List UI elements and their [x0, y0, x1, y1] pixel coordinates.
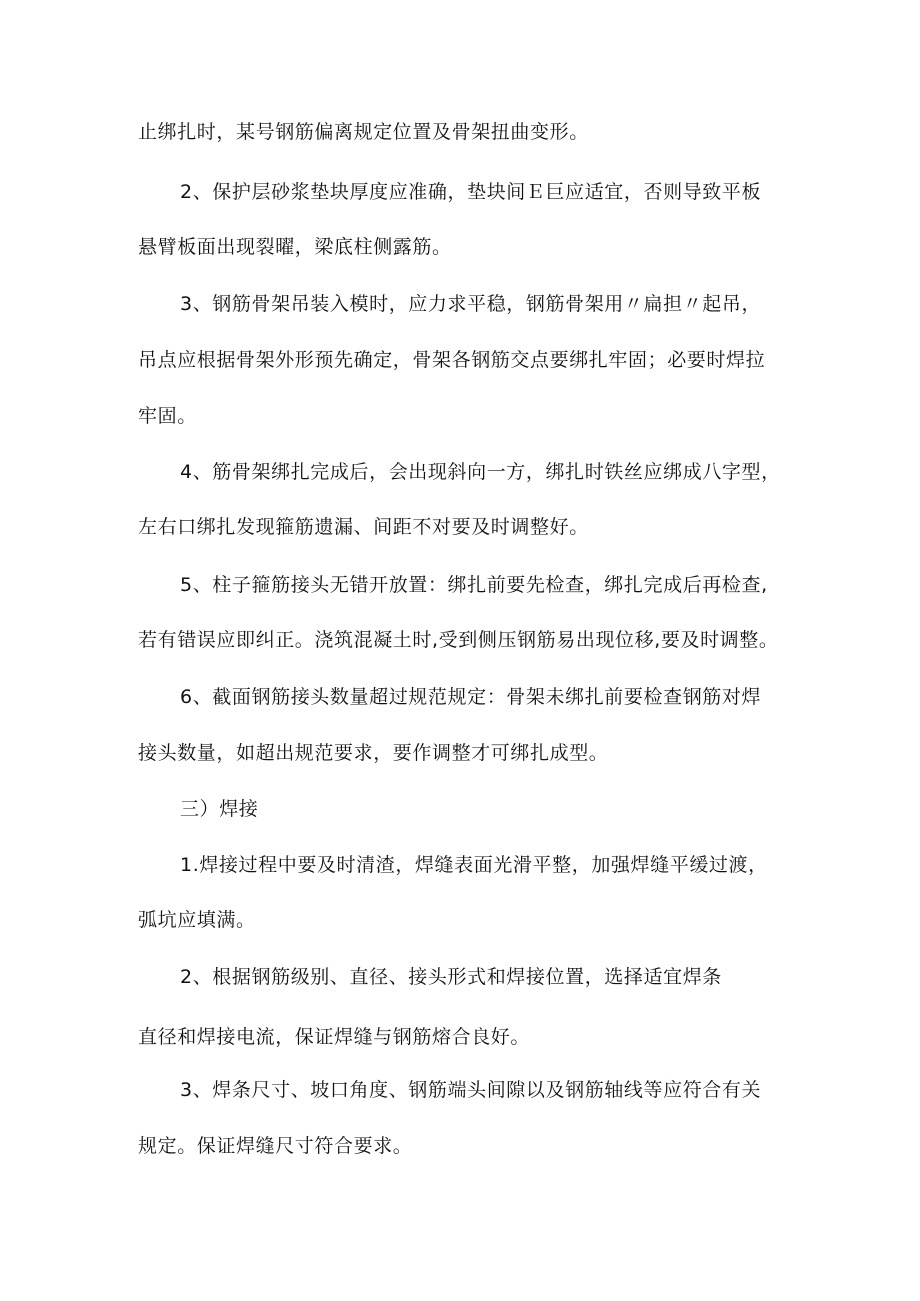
- text-line-2: 2、保护层砂浆垫块厚度应准确，垫块间Ｅ巨应适宜，否则导致平板: [180, 181, 762, 203]
- text-line-1: 止绑扎时，某号钢筋偏离规定位置及骨架扭曲变形。: [138, 121, 589, 143]
- text-line-18: 3、焊条尺寸、坡口角度、钢筋端头间隙以及钢筋轴线等应符合有关: [180, 1079, 762, 1101]
- text-line-15: 弧坑应填满。: [138, 909, 256, 931]
- text-line-6: 牢固。: [138, 405, 197, 427]
- text-line-8: 左右口绑扎发现箍筋遗漏、间距不对要及时调整好。: [138, 516, 589, 538]
- text-line-3: 悬臂板面出现裂曜，梁底柱侧露筋。: [138, 236, 452, 258]
- text-line-11: 6、截面钢筋接头数量超过规范规定：骨架未绑扎前要检查钢筋对焊: [180, 686, 762, 708]
- text-line-14: 1.焊接过程中要及时清渣，焊缝表面光滑平整，加强焊缝平缓过渡，: [180, 854, 768, 876]
- text-line-17: 直径和焊接电流，保证焊缝与钢筋熔合良好。: [138, 1026, 531, 1048]
- text-line-5: 吊点应根据骨架外形预先确定，骨架各钢筋交点要绑扎牢固；必要时焊拉: [138, 349, 766, 371]
- text-line-10: 若有错误应即纠正。浇筑混凝土时,受到侧压钢筋易出现位移,要及时调整。: [138, 629, 779, 651]
- text-line-7: 4、筋骨架绑扎完成后，会出现斜向一方，绑扎时铁丝应绑成八字型，: [180, 461, 781, 483]
- section-heading-welding: 三）焊接: [180, 798, 259, 820]
- text-line-16: 2、根据钢筋级别、直径、接头形式和焊接位置，选择适宜焊条: [180, 966, 722, 988]
- text-line-12: 接头数量，如超出规范要求，要作调整才可绑扎成型。: [138, 742, 609, 764]
- text-line-4: 3、钢筋骨架吊装入模时，应力求平稳，钢筋骨架用〃扁担〃起吊，: [180, 293, 762, 315]
- text-line-9: 5、柱子箍筋接头无错开放置：绑扎前要先检查，绑扎完成后再检查,: [180, 574, 768, 596]
- text-line-19: 规定。保证焊缝尺寸符合要求。: [138, 1135, 413, 1157]
